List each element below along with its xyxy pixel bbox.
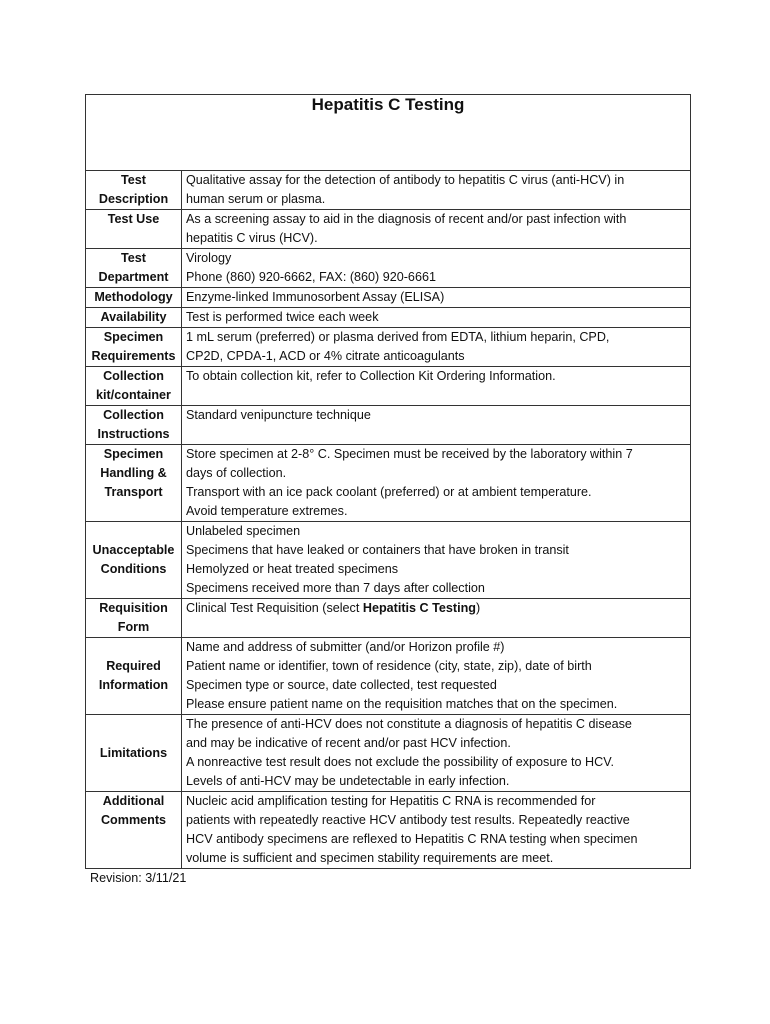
- row-value-line: Levels of anti-HCV may be undetectable in early infection.: [186, 774, 510, 788]
- row-value-line: patients with repeatedly reactive HCV antibody test results. Repeatedly reactive: [186, 813, 630, 827]
- table-row: [86, 210, 691, 249]
- row-value-line: volume is sufficient and specimen stability requirements are meet.: [186, 851, 554, 865]
- row-value-line: HCV antibody specimens are reflexed to Hepatitis C RNA testing when specimen: [186, 832, 638, 846]
- requisition-text-end: ): [475, 601, 481, 615]
- row-value-line: 1 mL serum (preferred) or plasma derived from EDTA, lithium heparin, CPD,: [186, 330, 610, 344]
- row-label-line: Requirements: [91, 349, 176, 363]
- row-label-line: Description: [98, 192, 169, 206]
- row-label-line: Department: [98, 270, 169, 284]
- row-label-line: Requisition: [99, 601, 168, 615]
- title-row: [86, 95, 691, 171]
- title-cell: [86, 95, 691, 171]
- row-value-line: Transport with an ice pack coolant (preferred) or at ambient temperature.: [186, 485, 592, 499]
- row-value: [182, 406, 691, 445]
- row-label-line: Specimen: [103, 447, 164, 461]
- row-value-line: Phone (860) 920-6662, FAX: (860) 920-6661: [186, 270, 436, 284]
- row-label-line: Transport: [104, 485, 163, 499]
- row-value-line: Enzyme-linked Immunosorbent Assay (ELISA): [186, 290, 445, 304]
- row-value-line: The presence of anti-HCV does not constitute a diagnosis of hepatitis C disease: [186, 717, 632, 731]
- row-label-line: Instructions: [97, 427, 170, 441]
- row-value-line: and may be indicative of recent and/or past HCV infection.: [186, 736, 511, 750]
- row-value-line: Avoid temperature extremes.: [186, 504, 348, 518]
- row-label: [86, 522, 182, 599]
- table-row: [86, 328, 691, 367]
- table-row: [86, 522, 691, 599]
- row-value-line: To obtain collection kit, refer to Collection Kit Ordering Information.: [186, 369, 556, 383]
- document: [85, 94, 691, 885]
- row-value: [182, 792, 691, 869]
- row-label-line: Handling &: [100, 466, 167, 480]
- row-value: [182, 210, 691, 249]
- row-value: [182, 288, 691, 308]
- row-value: [182, 715, 691, 792]
- row-value: [182, 367, 691, 406]
- row-label: [86, 328, 182, 367]
- table-row: [86, 599, 691, 638]
- row-value: [182, 522, 691, 599]
- table-row: [86, 715, 691, 792]
- row-value-line: Unlabeled specimen: [186, 524, 301, 538]
- table-row: [86, 445, 691, 522]
- table-row: [86, 308, 691, 328]
- row-value-line: Hemolyzed or heat treated specimens: [186, 562, 399, 576]
- row-label: [86, 367, 182, 406]
- row-label: [86, 210, 182, 249]
- table-row: [86, 288, 691, 308]
- row-label: [86, 288, 182, 308]
- row-value: [182, 599, 691, 638]
- row-label-line: Required: [106, 659, 161, 673]
- row-label-line: Form: [117, 620, 150, 634]
- row-label-line: Collection: [103, 369, 164, 383]
- table-row: [86, 171, 691, 210]
- row-value-line: Standard venipuncture technique: [186, 408, 371, 422]
- requisition-test-name: Hepatitis C Testing: [362, 601, 476, 615]
- table-row: [86, 638, 691, 715]
- row-value-line: As a screening assay to aid in the diagnosis of recent and/or past infection with: [186, 212, 627, 226]
- row-label-line: Methodology: [94, 290, 173, 304]
- row-label: [86, 792, 182, 869]
- requisition-text: Clinical Test Requisition (select: [186, 601, 363, 615]
- row-value-line: Virology: [186, 251, 232, 265]
- row-value: [182, 171, 691, 210]
- revision-date: Revision: 3/11/21: [90, 871, 187, 885]
- row-label-line: Specimen: [103, 330, 164, 344]
- row-value-line: Patient name or identifier, town of residence (city, state, zip), date of birth: [186, 659, 592, 673]
- row-label-line: Additional: [102, 794, 165, 808]
- row-value-line: Specimens that have leaked or containers that have broken in transit: [186, 543, 569, 557]
- row-label-line: Collection: [103, 408, 164, 422]
- row-value-line: CP2D, CPDA-1, ACD or 4% citrate anticoagulants: [186, 349, 465, 363]
- test-info-table: [85, 94, 691, 869]
- row-label-line: Unacceptable: [92, 543, 175, 557]
- row-value-line: [186, 599, 686, 618]
- row-value-line: Specimens received more than 7 days after collection: [186, 581, 485, 595]
- row-value-line: Please ensure patient name on the requisition matches that on the specimen.: [186, 697, 618, 711]
- row-label: [86, 308, 182, 328]
- row-label-line: Comments: [100, 813, 167, 827]
- row-label-line: Test: [121, 251, 146, 265]
- row-value-line: Store specimen at 2-8° C. Specimen must be received by the laboratory within 7: [186, 447, 633, 461]
- row-value-line: days of collection.: [186, 466, 287, 480]
- row-value-line: Nucleic acid amplification testing for Hepatitis C RNA is recommended for: [186, 794, 596, 808]
- table-row: [86, 367, 691, 406]
- row-label-line: Conditions: [100, 562, 167, 576]
- row-value-line: Qualitative assay for the detection of antibody to hepatitis C virus (anti-HCV) in: [186, 173, 625, 187]
- table-row: [86, 406, 691, 445]
- row-value-line: A nonreactive test result does not exclude the possibility of exposure to HCV.: [186, 755, 614, 769]
- row-value: [182, 328, 691, 367]
- row-label-line: Test Use: [107, 212, 160, 226]
- row-label-line: kit/container: [96, 388, 171, 402]
- row-label-line: Availability: [100, 310, 167, 324]
- table-row: [86, 249, 691, 288]
- row-value: [182, 308, 691, 328]
- row-label: [86, 171, 182, 210]
- row-label-line: Information: [98, 678, 169, 692]
- row-value-line: Name and address of submitter (and/or Horizon profile #): [186, 640, 505, 654]
- row-value-line: Test is performed twice each week: [186, 310, 379, 324]
- row-label: [86, 638, 182, 715]
- row-label: [86, 406, 182, 445]
- row-label: [86, 445, 182, 522]
- row-value-line: hepatitis C virus (HCV).: [186, 231, 318, 245]
- table-row: [86, 792, 691, 869]
- row-value-line: Specimen type or source, date collected, test requested: [186, 678, 497, 692]
- row-value: [182, 445, 691, 522]
- row-label: [86, 599, 182, 638]
- row-label: [86, 249, 182, 288]
- row-label-line: Test: [121, 173, 146, 187]
- row-label-line: Limitations: [99, 745, 168, 760]
- row-value-line: human serum or plasma.: [186, 192, 326, 206]
- row-value: [182, 249, 691, 288]
- row-value: [182, 638, 691, 715]
- page-title: Hepatitis C Testing: [311, 95, 465, 114]
- row-label: [86, 715, 182, 792]
